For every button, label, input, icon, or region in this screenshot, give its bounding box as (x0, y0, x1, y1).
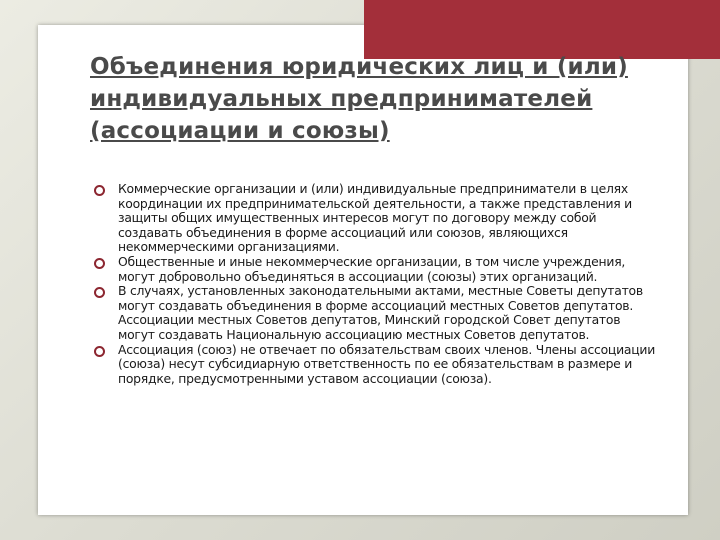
list-item (94, 284, 660, 342)
bullet-circle-icon (94, 185, 105, 196)
bullet-circle-icon (94, 258, 105, 269)
list-item (94, 182, 660, 255)
bullet-text: Общественные и иные некоммерческие организации, в том числе учреждения, могут добровольно объединяться в ассоциации (союзы) этих организаций. (118, 253, 626, 284)
bullet-text: В случаях, установленных законодательными актами, местные Советы депутатов могут создавать объединения в форме ассоциаций местных Советов депутатов. Ассоциации местных Советов депутатов, Минский городской Совет депутатов могут создавать Национальную ассоциацию местных Советов депутатов. (118, 283, 643, 342)
list-item (94, 255, 660, 284)
bullet-circle-icon (94, 287, 105, 298)
list-item (94, 343, 660, 387)
bullet-text: Коммерческие организации и (или) индивидуальные предприниматели в целях координации их предпринимательской деятельности, а также представления и защиты общих имущественных интересов могут по договору между собой создавать объединения в форме ассоциаций или союзов, являющихся некоммерческими организациями. (118, 181, 632, 255)
bullet-text: Ассоциация (союз) не отвечает по обязательствам своих членов. Члены ассоциации (союза) несут субсидиарную ответственность по ее обязательствам в размере и порядке, предусмотренными уставом ассоциации (союза). (118, 341, 656, 386)
bullet-list (94, 182, 660, 386)
slide-title: Объединения юридических лиц и (или) индивидуальных предпринимателей (ассоциации и союзы) (90, 54, 628, 144)
bullet-circle-icon (94, 346, 105, 357)
